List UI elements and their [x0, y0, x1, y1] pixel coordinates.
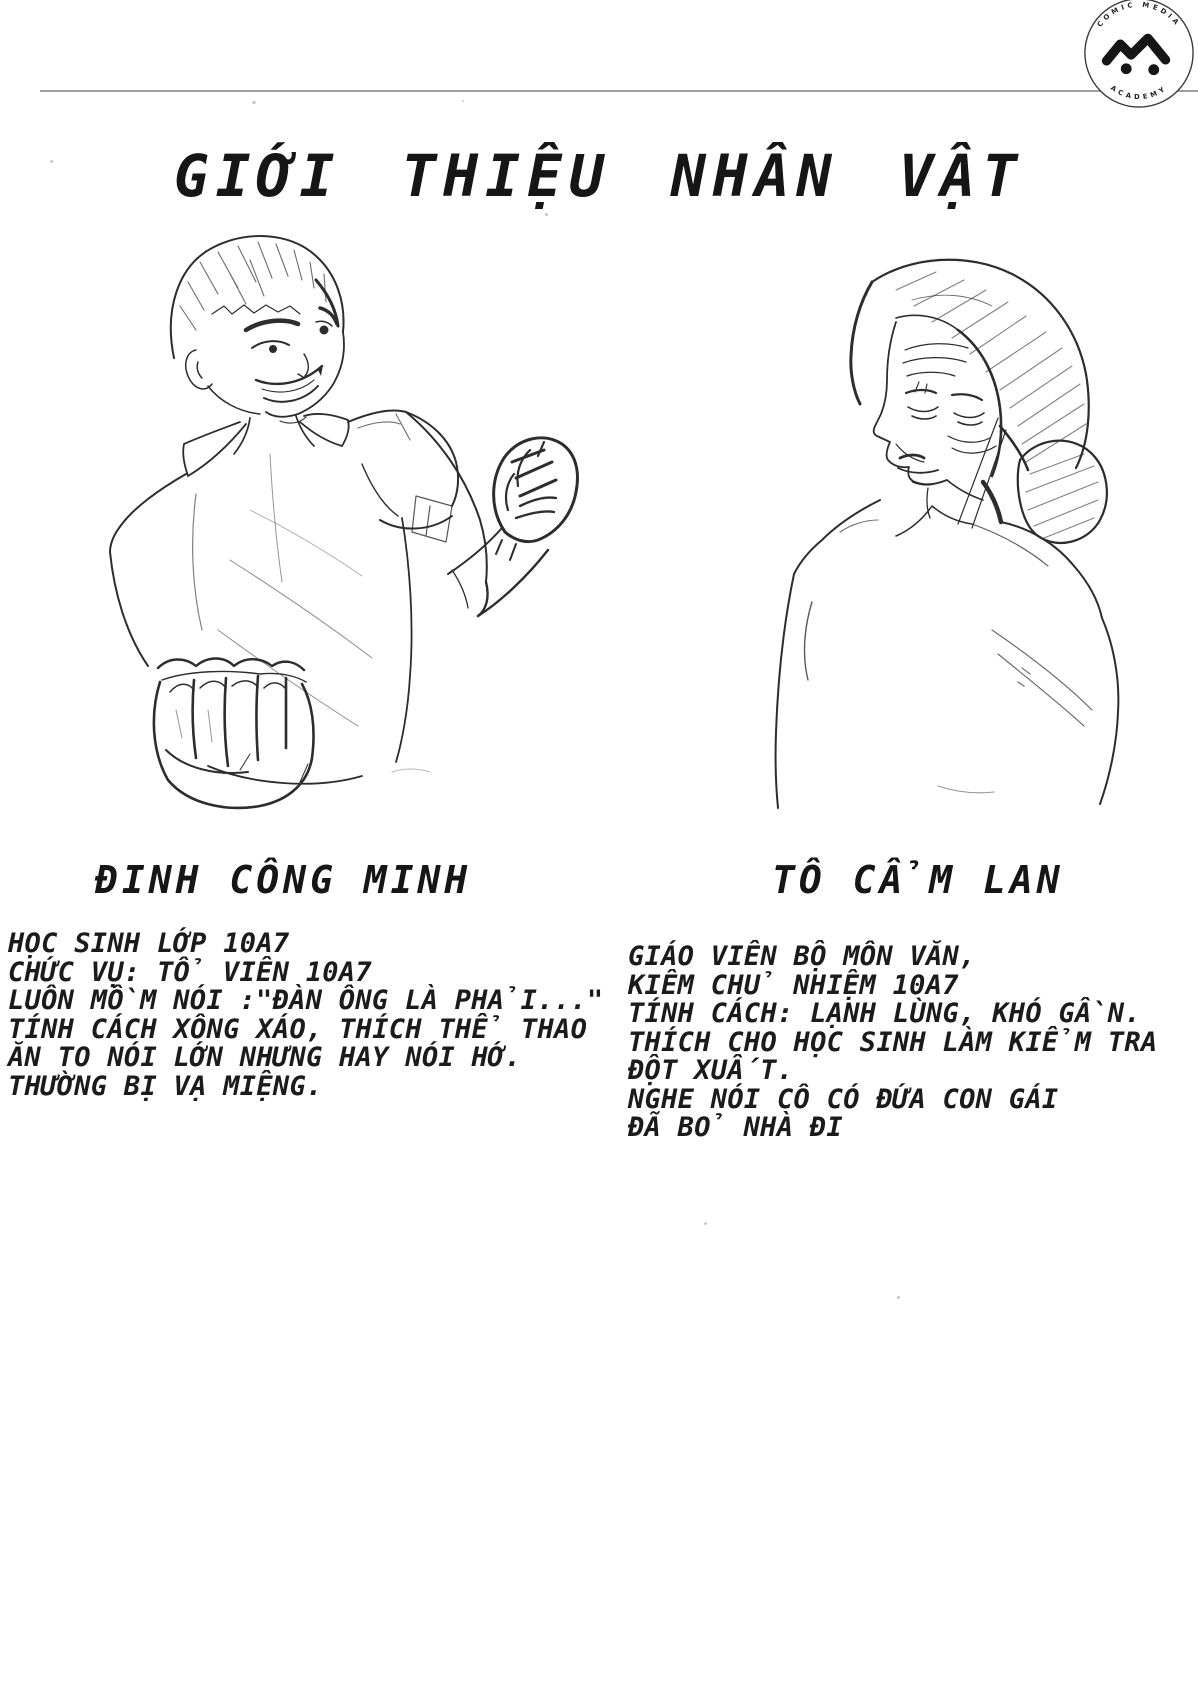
description-line: ĂN TO NÓI LỚN NHƯNG HAY NÓI HỚ.: [8, 1042, 522, 1073]
paper-speck: [897, 1296, 900, 1299]
description-line: ĐỘT XUẤT.: [628, 1055, 794, 1086]
description-line: KIÊM CHỦ NHIỆM 10A7: [628, 969, 959, 1001]
character-name-to-cam-lan: TÔ CẨM LAN: [772, 858, 1064, 902]
foreground-fist: [154, 676, 314, 808]
comic-media-academy-logo: [1080, 0, 1198, 112]
paper-speck: [252, 101, 256, 104]
page-title: GIỚI THIỆU NHÂN VẬT: [173, 141, 1025, 210]
description-line: THÍCH CHO HỌC SINH LÀM KIỂM TRA: [628, 1026, 1158, 1058]
description-line: HỌC SINH LỚP 10A7: [8, 928, 290, 959]
logo-top-text: COMIC MEDIA: [1095, 0, 1183, 29]
character-description-to-cam-lan: [628, 943, 1157, 1143]
description-line: LUÔN MỒM NÓI :"ĐÀN ÔNG LÀ PHẢI...": [8, 985, 604, 1016]
description-line: GIÁO VIÊN BỘ MÔN VĂN,: [628, 941, 976, 972]
description-line: TÍNH CÁCH XÔNG XÁO, THÍCH THỂ THAO: [8, 1013, 588, 1045]
paper-speck: [545, 213, 548, 216]
paper-speck: [50, 160, 53, 163]
portrait-sketch-to-cam-lan: [700, 230, 1150, 810]
description-line: NGHE NÓI CÔ CÓ ĐỨA CON GÁI: [628, 1083, 1059, 1115]
portrait-sketch-dinh-cong-minh: [100, 210, 580, 810]
character-name-dinh-cong-minh: ĐINH CÔNG MINH: [95, 858, 472, 902]
hair-hatching: [896, 272, 1086, 462]
description-line: THƯỜNG BỊ VẠ MIỆNG.: [8, 1070, 323, 1102]
raised-fist: [494, 438, 578, 560]
description-line: CHỨC VỤ: TỔ VIÊN 10A7: [8, 956, 372, 988]
header-divider: [40, 90, 1198, 92]
description-line: ĐÃ BỎ NHÀ ĐI: [628, 1112, 843, 1143]
logo-bottom-text: ACADEMY: [1109, 83, 1169, 102]
paper-speck: [462, 100, 464, 102]
character-description-dinh-cong-minh: [8, 930, 603, 1101]
description-line: TÍNH CÁCH: LẠNH LÙNG, KHÓ GẦN.: [628, 998, 1141, 1029]
paper-speck: [704, 1222, 707, 1225]
